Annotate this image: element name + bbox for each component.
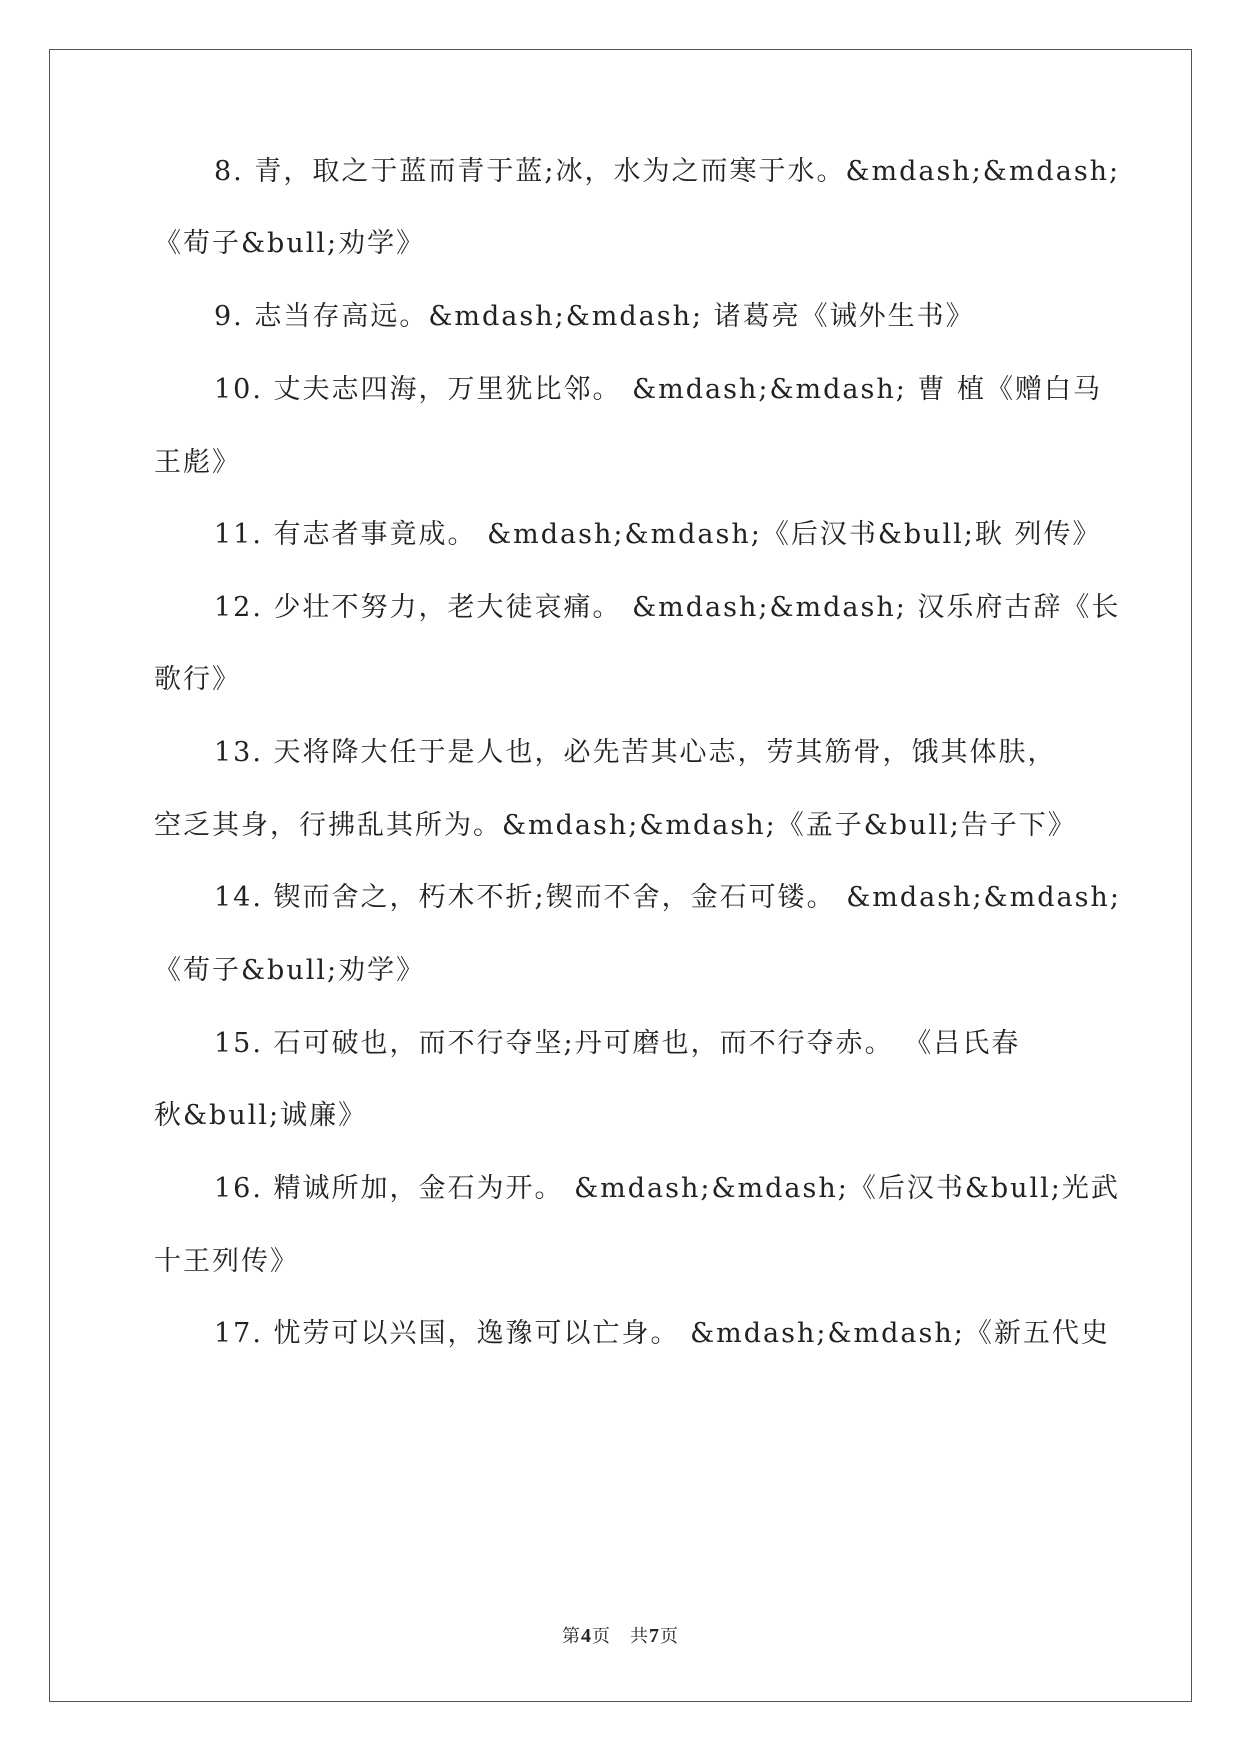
quote-15-line-1: 15. 石可破也，而不行夺坚;丹可磨也，而不行夺赤。 《吕氏春	[214, 1028, 1021, 1059]
quote-12-line-2: 歌行》	[154, 664, 241, 695]
quote-13-line-2: 空乏其身，行拂乱其所为。&mdash;&mdash;《孟子&bull;告子下》	[154, 810, 1077, 841]
quote-14-line-2: 《荀子&bull;劝学》	[154, 955, 426, 986]
footer-prefix: 第	[562, 1626, 581, 1647]
quote-12-line-1: 12. 少壮不努力，老大徒哀痛。 &mdash;&mdash; 汉乐府古辞《长	[214, 592, 1121, 623]
current-page-number: 4	[581, 1625, 592, 1647]
quote-13-line-1: 13. 天将降大任于是人也，必先苦其心志，劳其筋骨，饿其体肤，	[214, 737, 1057, 768]
quote-10-line-2: 王彪》	[154, 447, 241, 478]
page-border	[49, 49, 1192, 1702]
quote-8-line-2: 《荀子&bull;劝学》	[154, 228, 426, 259]
footer-middle: 页 共	[592, 1626, 649, 1647]
footer-suffix: 页	[660, 1626, 679, 1647]
quote-17-line-1: 17. 忧劳可以兴国，逸豫可以亡身。 &mdash;&mdash;《新五代史	[214, 1318, 1110, 1349]
page-footer	[0, 1622, 1241, 1648]
quote-11-line-1: 11. 有志者事竟成。 &mdash;&mdash;《后汉书&bull;耿 列传》	[214, 519, 1102, 550]
quote-10-line-1: 10. 丈夫志四海，万里犹比邻。 &mdash;&mdash; 曹 植《赠白马	[214, 374, 1102, 405]
quote-16-line-2: 十王列传》	[154, 1246, 299, 1277]
quote-16-line-1: 16. 精诚所加，金石为开。 &mdash;&mdash;《后汉书&bull;光武	[214, 1173, 1120, 1204]
quote-15-line-2: 秋&bull;诚廉》	[154, 1100, 368, 1131]
quote-8-line-1: 8. 青，取之于蓝而青于蓝;冰，水为之而寒于水。&mdash;&mdash;	[214, 156, 1121, 187]
total-page-number: 7	[649, 1625, 660, 1647]
quote-14-line-1: 14. 锲而舍之，朽木不折;锲而不舍，金石可镂。 &mdash;&mdash;	[214, 882, 1121, 913]
quote-9-line-1: 9. 志当存高远。&mdash;&mdash; 诸葛亮《诫外生书》	[214, 301, 975, 332]
